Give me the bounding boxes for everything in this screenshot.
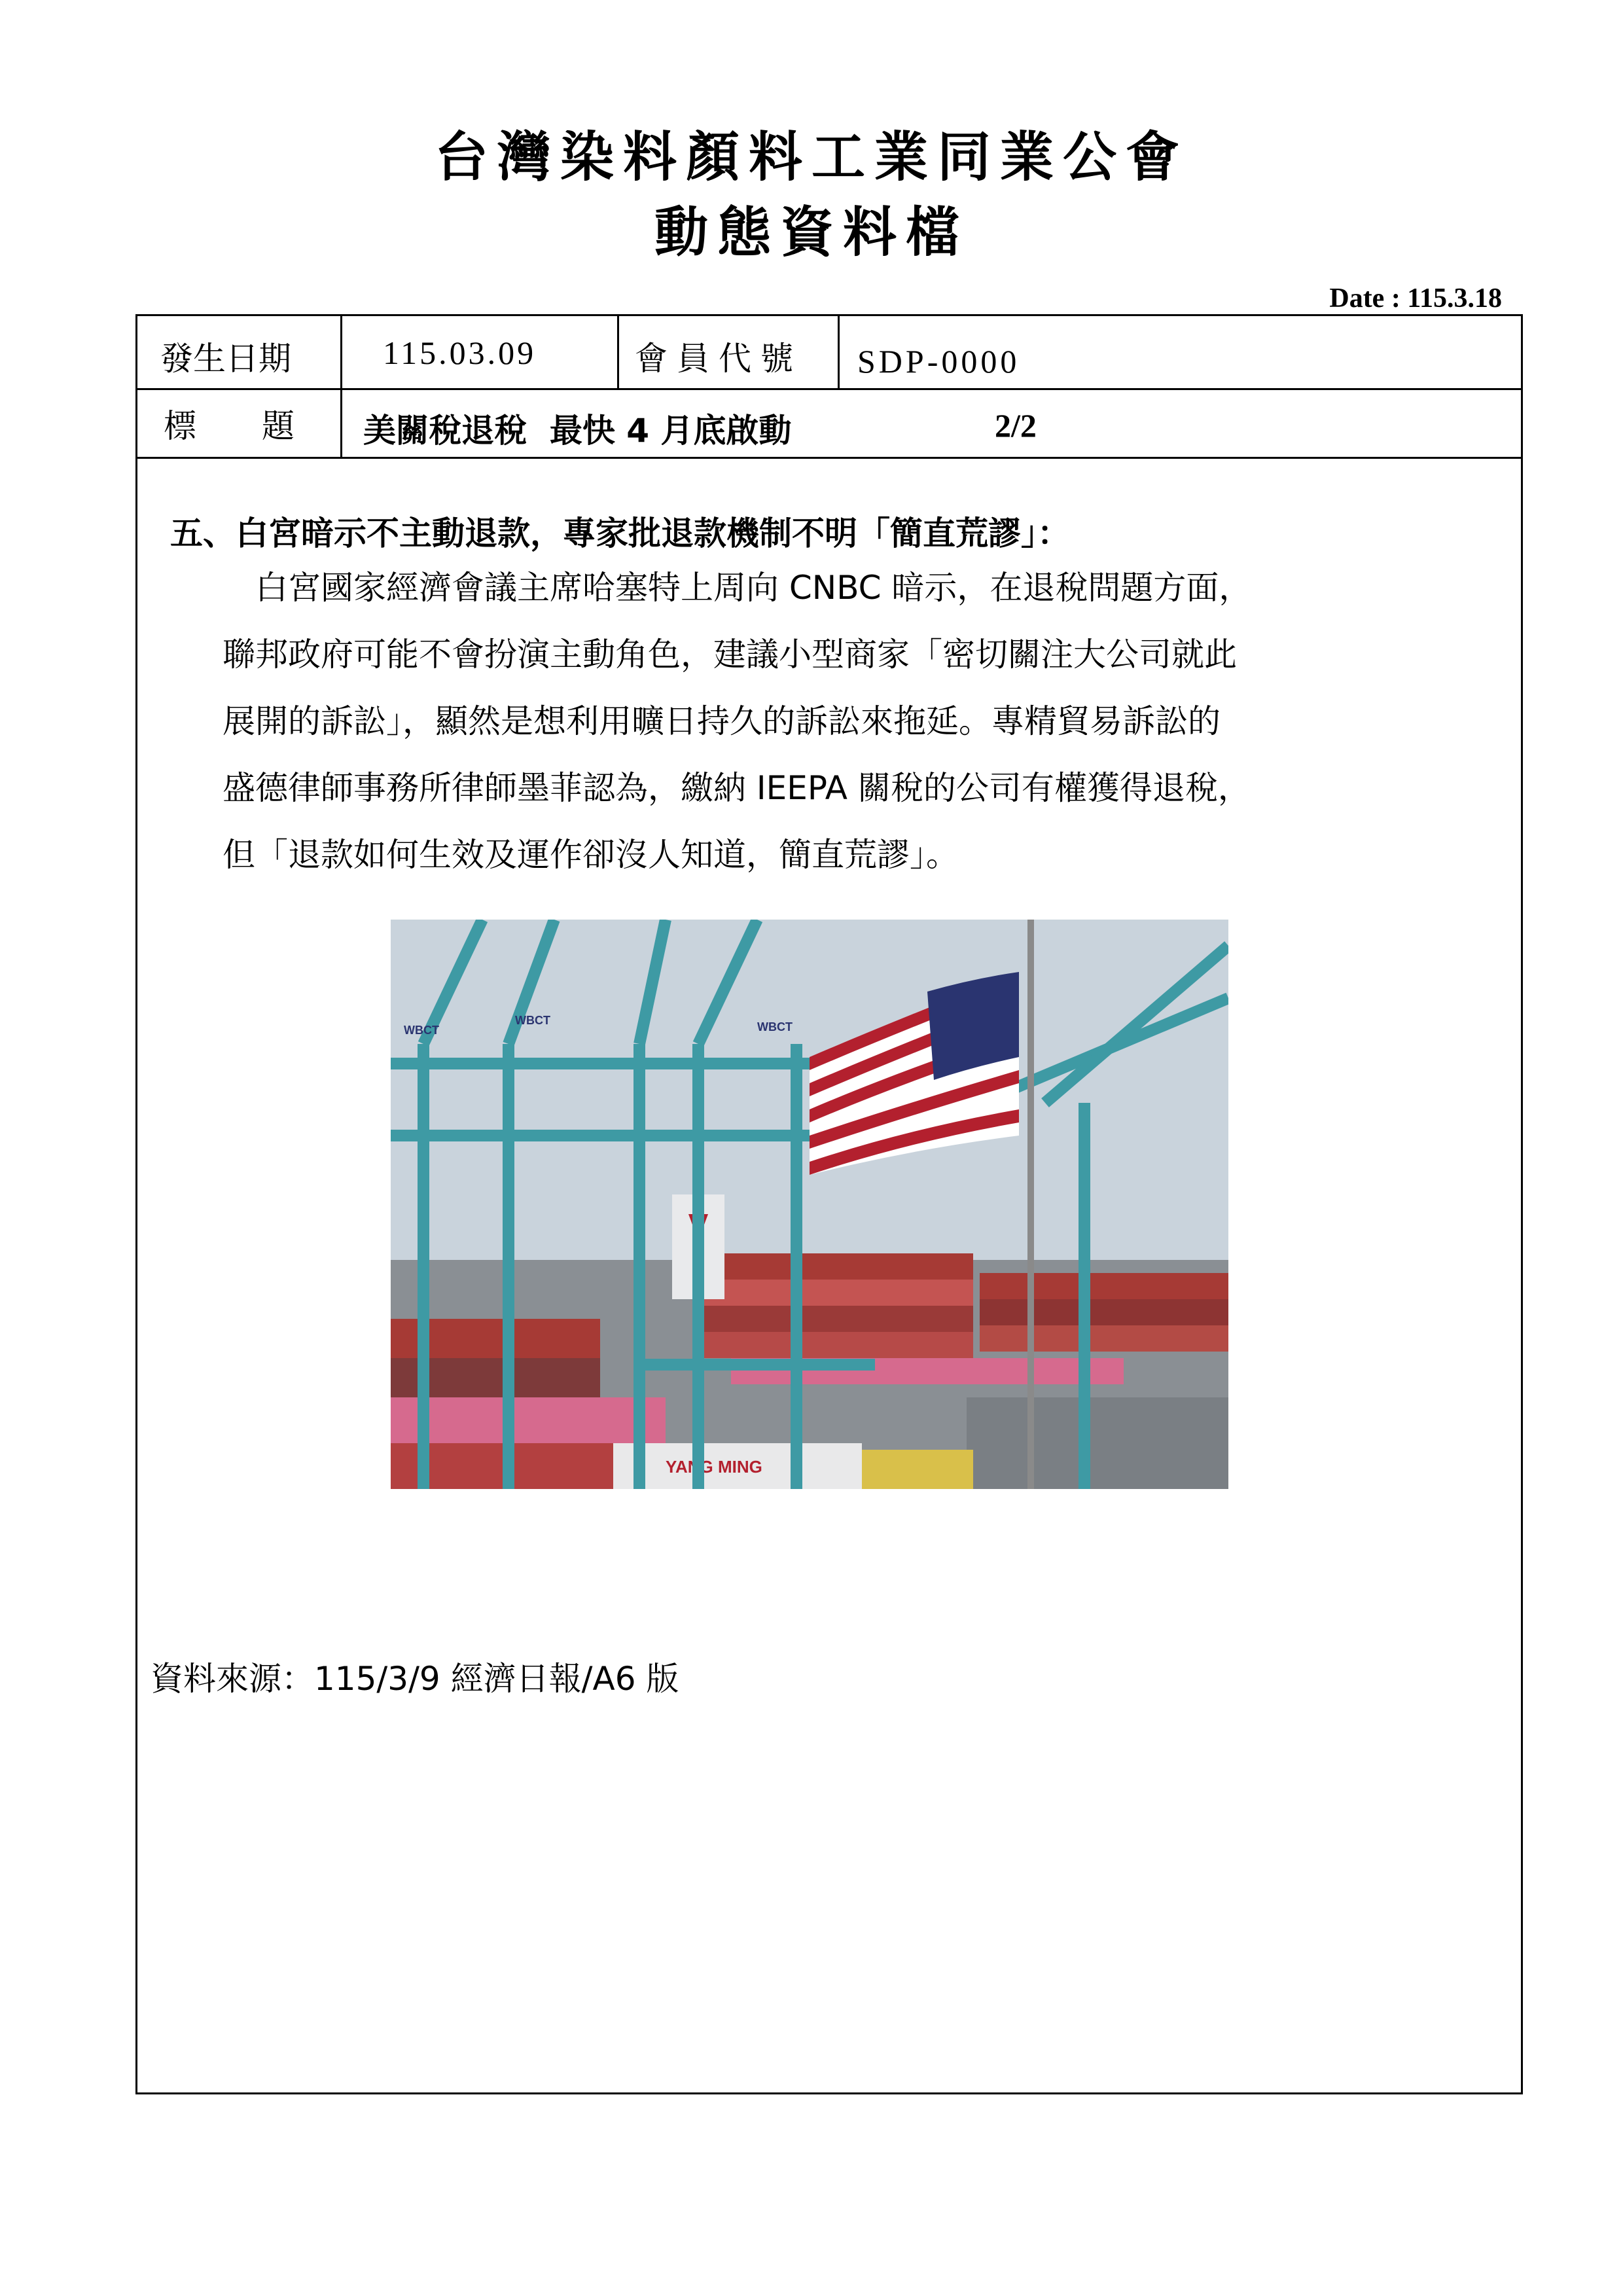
paragraph-line: 盛德律師事務所律師墨菲認為，繳納 IEEPA 關稅的公司有權獲得退稅，	[223, 769, 1251, 807]
table-divider	[838, 316, 840, 388]
page-title: 台灣染料顏料工業同業公會	[434, 126, 1188, 188]
occur-date-label: 發生日期	[160, 340, 291, 378]
member-code-label: 會員代號	[635, 340, 802, 378]
subject-label: 標 題	[164, 407, 294, 445]
paragraph-line: 聯邦政府可能不會扮演主動角色，建議小型商家「密切關注大公司就此	[223, 636, 1237, 673]
occur-date-value: 115.03.09	[383, 334, 537, 371]
container-brand-label: YANG MING	[666, 1457, 762, 1477]
paragraph-line: 但「退款如何生效及運作卻沒人知道，簡直荒謬」。	[223, 836, 959, 874]
article-paragraph	[111, 554, 1453, 888]
table-divider	[340, 316, 342, 457]
crane-label: WBCT	[404, 1024, 439, 1037]
page-subtitle: 動態資料檔	[654, 202, 969, 264]
member-code-value: SDP-0000	[857, 343, 1020, 380]
article-body	[111, 507, 1453, 888]
source-citation: 資料來源：115/3/9 經濟日報/A6 版	[151, 1660, 679, 1698]
table-divider	[137, 457, 1521, 459]
page-indicator: 2/2	[995, 407, 1037, 444]
table-divider	[617, 316, 619, 388]
subject-value: 美關稅退稅 最快 4 月底啟動	[363, 412, 792, 450]
document-date: Date : 115.3.18	[1329, 283, 1502, 314]
port-photo	[391, 920, 1228, 1489]
crane-label: WBCT	[757, 1020, 793, 1033]
paragraph-line: 展開的訴訟」，顯然是想利用曠日持久的訴訟來拖延。專精貿易訴訟的	[223, 702, 1221, 740]
table-divider	[137, 388, 1521, 390]
crane-label: WBCT	[515, 1014, 550, 1027]
paragraph-line: 白宮國家經濟會議主席哈塞特上周向 CNBC 暗示，在退稅問題方面，	[223, 569, 1252, 607]
section-heading: 五、白宮暗示不主動退款，專家批退款機制不明「簡直荒謬」：	[170, 514, 1070, 552]
